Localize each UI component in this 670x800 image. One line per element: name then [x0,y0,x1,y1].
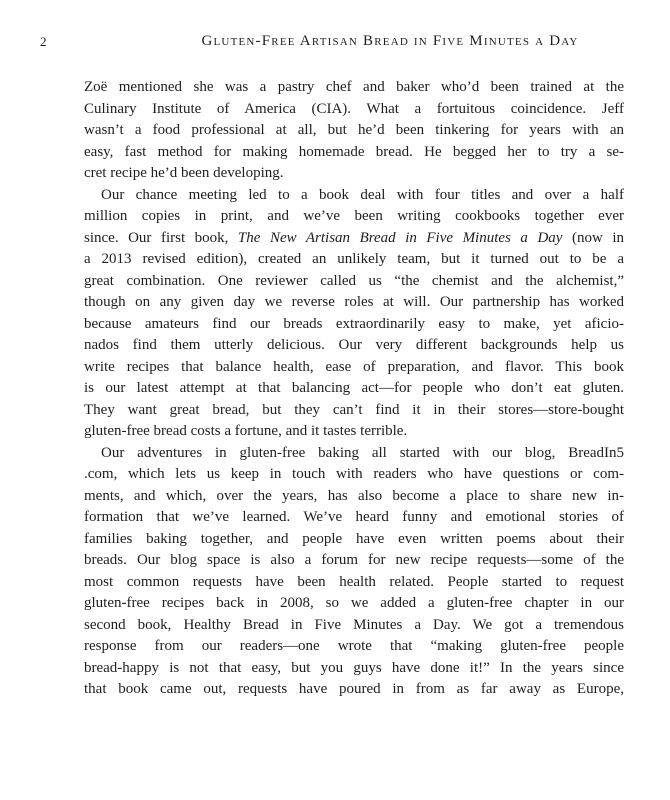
text-line: million copies in print, and we’ve been writing cookbooks together ever [84,208,624,224]
text-line: because amateurs find our breads extraordinarily easy to make, yet aficio- [84,315,624,332]
text-line: bread-happy is not that easy, but you guys have done it!” In the years since [84,659,624,676]
text-line: that book came out, requests have poured in from as far away as Europe, [84,681,624,697]
text-line: ments, and which, over the years, has also become a place to share new in- [84,487,624,504]
body-text [84,77,624,701]
text-line: a 2013 revised edition), created an unlikely team, but it turned out to be a [84,251,624,267]
text-line: is our latest attempt at that balancing act—for people who don’t eat gluten. [84,380,624,396]
text-line: families baking together, and people have even written poems about their [84,530,624,547]
text-line: great combination. One reviewer called us “the chemist and the alchemist,” [84,272,624,289]
text-line: formation that we’ve learned. We’ve heard funny and emotional stories of [84,509,624,525]
text-line: breads. Our blog space is also a forum for new recipe requests—some of the [84,552,624,568]
text-line: easy, fast method for making homemade bread. He begged her to try a se- [84,143,624,160]
text-line: .com, which lets us keep in touch with readers who have questions or com- [84,466,624,482]
text-line: second book, Healthy Bread in Five Minutes a Day. We got a tremendous [84,616,624,633]
text-line: wasn’t a food professional at all, but he’d been tinkering for years with an [84,122,624,138]
text-line: Our adventures in gluten-free baking all started with our blog, BreadIn5 [101,444,624,461]
text-line: most common requests have been health related. People started to request [84,573,624,590]
paragraph-1 [84,77,624,185]
text-segment: (now in [562,229,624,246]
text-line: Our chance meeting led to a book deal with four titles and over a half [101,186,624,203]
text-line: write recipes that balance health, ease of preparation, and flavor. This book [84,358,624,375]
paragraph-2 [84,185,624,443]
paragraph-3 [84,443,624,701]
book-title: The New Artisan Bread in Five Minutes a Day [237,229,563,246]
text-line: Zoë mentioned she was a pastry chef and baker who’d been trained at the [84,79,624,95]
text-segment: since. Our first book, [84,229,238,246]
text-line: nados find them utterly delicious. Our very different backgrounds help us [84,337,624,353]
page-number: 2 [40,34,47,49]
text-line: gluten-free bread costs a fortune, and it tastes terrible. [84,423,408,439]
text-line: cret recipe he’d been developing. [84,165,284,181]
text-line: response from our readers—one wrote that “making gluten-free people [84,638,624,654]
text-line [84,228,624,250]
running-head: Gluten-Free Artisan Bread in Five Minutes a Day [201,33,579,49]
text-line: gluten-free recipes back in 2008, so we added a gluten-free chapter in our [84,595,624,611]
text-line: though on any given day we reverse roles at will. Our partnership has worked [84,294,624,310]
text-line: They want great bread, but they can’t find it in their stores—store-bought [84,401,624,418]
text-line: Culinary Institute of America (CIA). What a fortuitous coincidence. Jeff [84,100,624,117]
